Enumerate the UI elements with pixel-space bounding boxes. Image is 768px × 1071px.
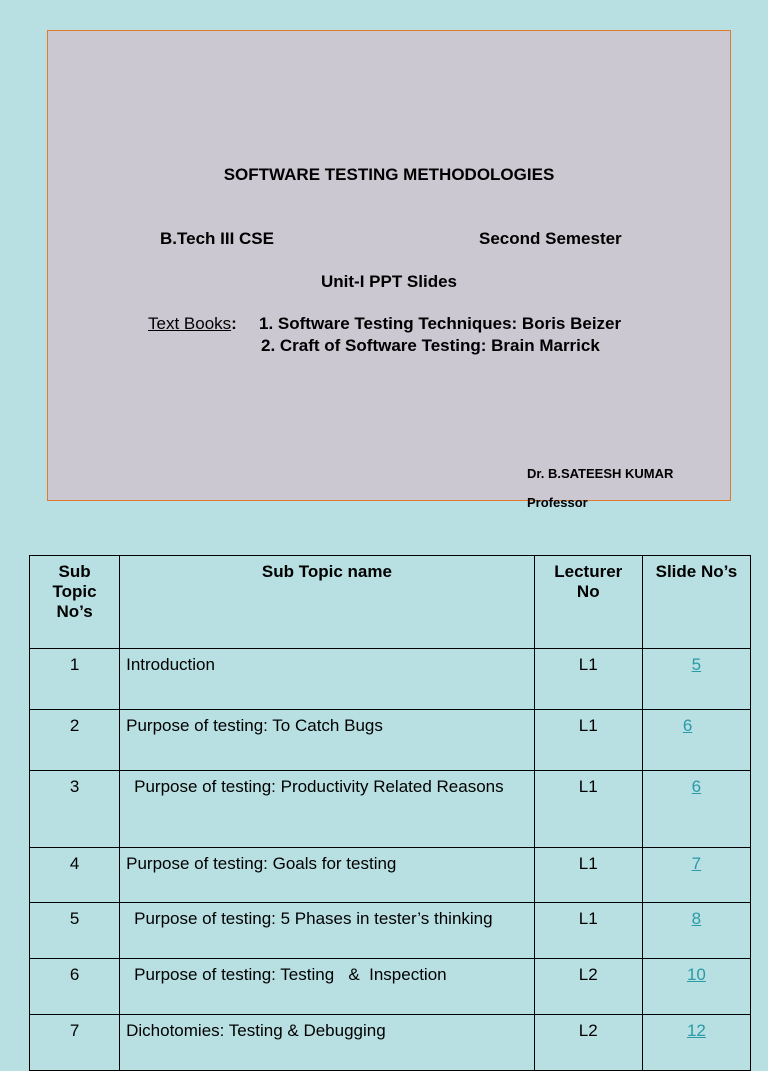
header-sub-topic-name: Sub Topic name — [120, 556, 535, 649]
row-slide-cell — [642, 903, 750, 959]
row-number: 5 — [30, 903, 120, 959]
slide-link[interactable]: 7 — [691, 854, 702, 873]
textbook-1: 1. Software Testing Techniques: Boris Beizer — [259, 314, 622, 333]
table-header-row — [30, 556, 751, 649]
row-number: 7 — [30, 1015, 120, 1071]
row-topic: Purpose of testing: To Catch Bugs — [120, 710, 535, 771]
row-lecturer: L2 — [534, 1015, 642, 1071]
textbooks-label: Text Books: — [148, 314, 237, 333]
slide-title: SOFTWARE TESTING METHODOLOGIES — [223, 165, 555, 184]
textbooks-label-text: Text Books — [148, 314, 232, 333]
unit-label: Unit-I PPT Slides — [320, 272, 458, 291]
table-row — [30, 771, 751, 848]
slide-link[interactable]: 10 — [686, 965, 706, 984]
row-topic: Purpose of testing: Productivity Related Reasons — [120, 771, 535, 848]
row-lecturer: L1 — [534, 710, 642, 771]
slide-link[interactable]: 6 — [682, 716, 693, 735]
slide-link[interactable]: 8 — [691, 909, 702, 928]
row-lecturer: L1 — [534, 649, 642, 710]
row-topic: Purpose of testing: Goals for testing — [120, 848, 535, 903]
row-topic: Dichotomies: Testing & Debugging — [120, 1015, 535, 1071]
row-number: 4 — [30, 848, 120, 903]
row-slide-cell — [642, 710, 750, 771]
table-row — [30, 1015, 751, 1071]
course-label: B.Tech III CSE — [160, 229, 274, 248]
textbook-2: 2. Craft of Software Testing: Brain Marrick — [261, 336, 600, 355]
header-sub-topic-no: Sub Topic No’s — [30, 556, 120, 649]
author-name: Dr. B.SATEESH KUMAR — [527, 466, 674, 481]
row-slide-cell — [642, 848, 750, 903]
row-lecturer: L1 — [534, 771, 642, 848]
row-slide-cell — [642, 771, 750, 848]
row-slide-cell — [642, 649, 750, 710]
row-topic: Purpose of testing: Testing & Inspection — [120, 959, 535, 1015]
row-lecturer: L1 — [534, 903, 642, 959]
slide-link[interactable]: 12 — [686, 1021, 706, 1040]
header-lecturer-no: Lecturer No — [534, 556, 642, 649]
table-row — [30, 649, 751, 710]
table-row — [30, 710, 751, 771]
row-topic: Introduction — [120, 649, 535, 710]
table-row — [30, 959, 751, 1015]
row-number: 3 — [30, 771, 120, 848]
row-topic: Purpose of testing: 5 Phases in tester’s thinking — [120, 903, 535, 959]
title-slide — [47, 30, 731, 501]
table-row — [30, 848, 751, 903]
row-slide-cell — [642, 1015, 750, 1071]
row-number: 6 — [30, 959, 120, 1015]
author-role: Professor — [527, 495, 588, 510]
slide-link[interactable]: 6 — [691, 777, 702, 796]
slide-link[interactable]: 5 — [691, 655, 702, 674]
row-lecturer: L1 — [534, 848, 642, 903]
topics-table — [29, 555, 751, 1071]
header-slide-no: Slide No’s — [642, 556, 750, 649]
row-number: 2 — [30, 710, 120, 771]
semester-label: Second Semester — [479, 229, 622, 248]
row-number: 1 — [30, 649, 120, 710]
row-slide-cell — [642, 959, 750, 1015]
row-lecturer: L2 — [534, 959, 642, 1015]
table-row — [30, 903, 751, 959]
